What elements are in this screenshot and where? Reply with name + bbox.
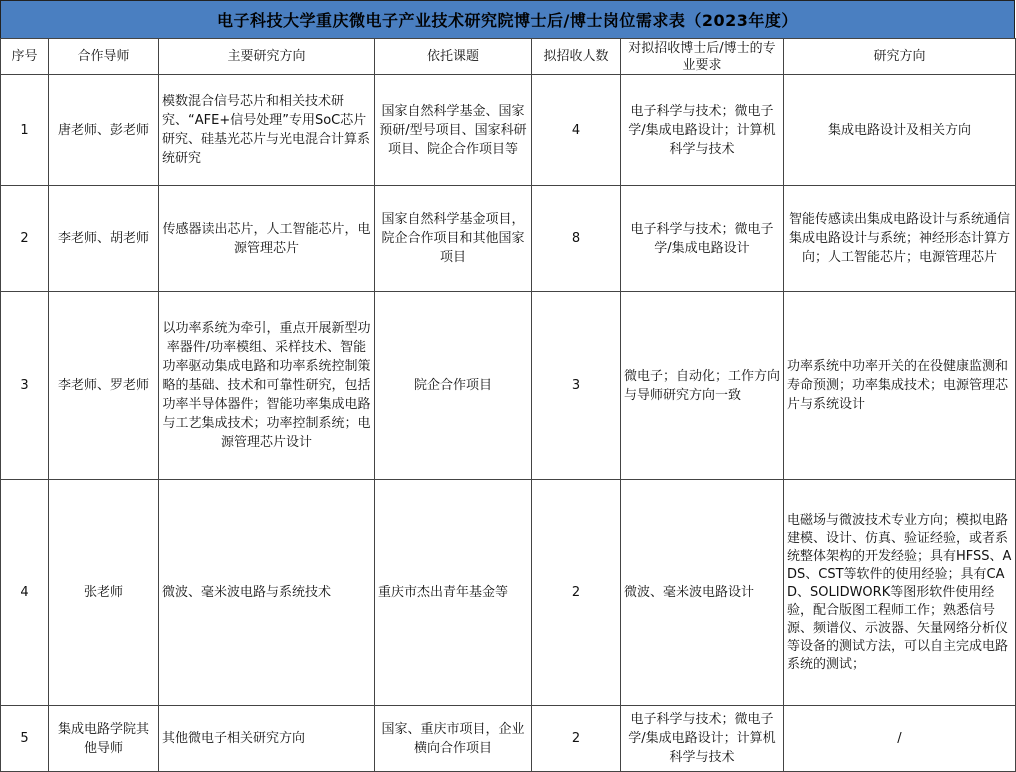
cell-count[interactable]: 2 [532, 706, 621, 772]
cell-advisor[interactable]: 集成电路学院其他导师 [49, 706, 159, 772]
cell-count[interactable]: 2 [532, 480, 621, 706]
cell-research[interactable]: 以功率系统为牵引，重点开展新型功率器件/功率模组、采样技术、智能功率驱动集成电路和功率系统控制策略的基础、技术和可靠性研究，包括功率半导体器件；智能功率集成电路与工艺集成技术；功率控制系统；电源管理芯片设计 [159, 292, 375, 480]
cell-requirement[interactable]: 电子科学与技术；微电子学/集成电路设计；计算机科学与技术 [621, 75, 784, 186]
table-row [1, 706, 1016, 772]
cell-requirement[interactable]: 电子科学与技术；微电子学/集成电路设计；计算机科学与技术 [621, 706, 784, 772]
header-count[interactable]: 拟招收人数 [532, 39, 621, 75]
table-title: 电子科技大学重庆微电子产业技术研究院博士后/博士岗位需求表（2023年度） [0, 0, 1015, 39]
cell-direction[interactable]: 智能传感读出集成电路设计与系统通信集成电路设计与系统；神经形态计算方向；人工智能芯片；电源管理芯片 [784, 186, 1016, 292]
header-project[interactable]: 依托课题 [375, 39, 532, 75]
cell-project[interactable]: 国家自然科学基金、国家预研/型号项目、国家科研项目、院企合作项目等 [375, 75, 532, 186]
cell-research[interactable]: 微波、毫米波电路与系统技术 [159, 480, 375, 706]
cell-index[interactable]: 5 [1, 706, 49, 772]
cell-index[interactable]: 4 [1, 480, 49, 706]
cell-index[interactable]: 1 [1, 75, 49, 186]
header-direction[interactable]: 研究方向 [784, 39, 1016, 75]
cell-advisor[interactable]: 李老师、罗老师 [49, 292, 159, 480]
cell-requirement[interactable]: 微波、毫米波电路设计 [621, 480, 784, 706]
cell-project[interactable]: 院企合作项目 [375, 292, 532, 480]
cell-advisor[interactable]: 唐老师、彭老师 [49, 75, 159, 186]
cell-index[interactable]: 2 [1, 186, 49, 292]
cell-count[interactable]: 4 [532, 75, 621, 186]
cell-project[interactable]: 国家自然科学基金项目，院企合作项目和其他国家项目 [375, 186, 532, 292]
cell-direction[interactable]: 功率系统中功率开关的在役健康监测和寿命预测；功率集成技术；电源管理芯片与系统设计 [784, 292, 1016, 480]
cell-direction[interactable]: 集成电路设计及相关方向 [784, 75, 1016, 186]
cell-advisor[interactable]: 李老师、胡老师 [49, 186, 159, 292]
cell-advisor[interactable]: 张老师 [49, 480, 159, 706]
cell-direction[interactable]: 电磁场与微波技术专业方向；模拟电路建模、设计、仿真、验证经验，或者系统整体架构的开发经验；具有HFSS、ADS、CST等软件的使用经验；具有CAD、SOLIDWORK等图形软件使用经验，配合版图工程师工作；熟悉信号源、频谱仪、示波器、矢量网络分析仪等设备的测试方法，可以自主完成电路系统的测试； [784, 480, 1016, 706]
cell-index[interactable]: 3 [1, 292, 49, 480]
table-row [1, 480, 1016, 706]
cell-requirement[interactable]: 微电子；自动化；工作方向与导师研究方向一致 [621, 292, 784, 480]
cell-requirement[interactable]: 电子科学与技术；微电子学/集成电路设计 [621, 186, 784, 292]
header-index[interactable]: 序号 [1, 39, 49, 75]
postdoc-requirements-table [0, 38, 1016, 772]
table-row [1, 186, 1016, 292]
header-advisor[interactable]: 合作导师 [49, 39, 159, 75]
cell-research[interactable]: 传感器读出芯片，人工智能芯片，电源管理芯片 [159, 186, 375, 292]
header-research[interactable]: 主要研究方向 [159, 39, 375, 75]
cell-project[interactable]: 国家、重庆市项目，企业横向合作项目 [375, 706, 532, 772]
table-row [1, 75, 1016, 186]
cell-direction[interactable]: / [784, 706, 1016, 772]
cell-count[interactable]: 8 [532, 186, 621, 292]
cell-count[interactable]: 3 [532, 292, 621, 480]
header-requirement[interactable]: 对拟招收博士后/博士的专业要求 [621, 39, 784, 75]
cell-research[interactable]: 其他微电子相关研究方向 [159, 706, 375, 772]
header-row [1, 39, 1016, 75]
cell-research[interactable]: 模数混合信号芯片和相关技术研究、“AFE+信号处理”专用SoC芯片研究、硅基光芯片与光电混合计算系统研究 [159, 75, 375, 186]
cell-project[interactable]: 重庆市杰出青年基金等 [375, 480, 532, 706]
table-row [1, 292, 1016, 480]
